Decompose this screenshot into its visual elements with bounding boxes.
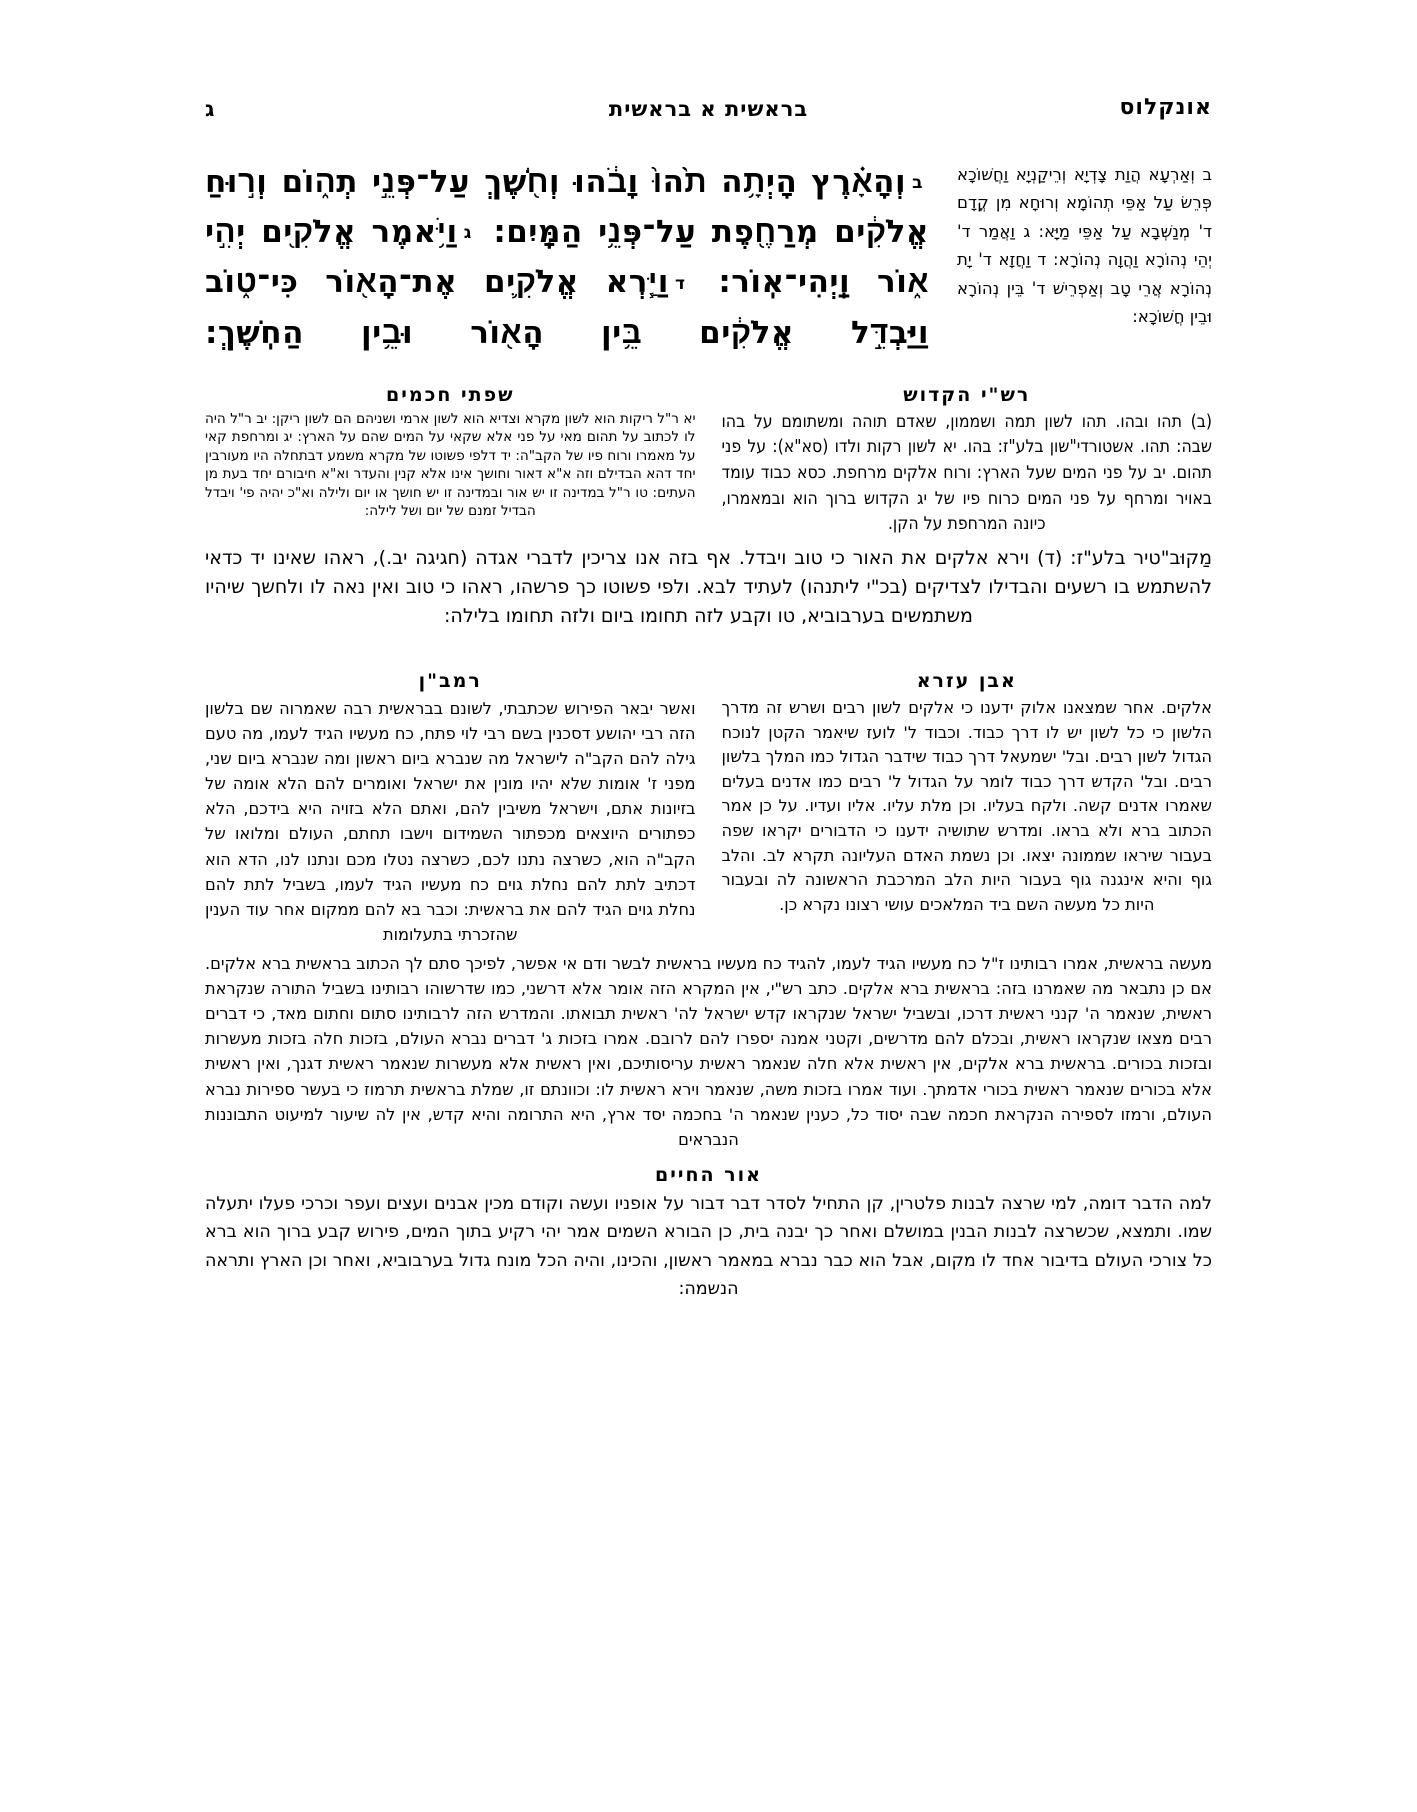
rashi-heading: רש"י הקדוש bbox=[903, 383, 1031, 406]
rashi-body-continued: מַקוּב"טיר בלע"ז: (ד) וירא אלקים את האור כי טוב ויבדל. אף בזה אנו צריכין לדברי אגדה (חגיגה יב.), ראהו שאינו יד כדאי להשתמש בו רשעים והבדילו לצדיקים (בכ"י ליתנהו) לעתיד לבא. ולפי פשוטו כך פרשהו, ראהו כי טוב ואין נאה לו ולחשך שיהיו משתמשים בערבוביא, טו וקבע לזה תחומו ביום ולזה תחומו בלילה: bbox=[205, 546, 1212, 628]
targum-column-title: אונקלוס bbox=[1119, 95, 1212, 120]
verse-text-3: וַיֹּ֥אמֶר אֱלֹקִ֖ים יְהִ֣י א֑וֹר וַֽיְהִי־אֽוֹר: bbox=[205, 214, 930, 301]
ramban-body-continued: מעשה בראשית, אמרו רבותינו ז"ל כח מעשיו הגיד לעמו, להגיד כח מעשיו בראשית לבשר ודם אי אפשר, לפיכך סתם לך הכתוב בראשית ברא אלקים. אם כן נתבאר מה שאמרנו בזה: בראשית ברא אלקים. כתב רש"י, אין המקרא הזה אומר אלא דרשני, כמו שדרשוהו רבותינו בשביל התורה שנקראת ראשית, שנאמר ה' קנני ראשית דרכו, ובשביל ישראל שנקראו קדש ישראל לה' ראשית תבואתו. והמדרש הזה לרבותינו סתום וחתום מאד, כי דברים רבים מצאו שנקראו ראשית, ובכלם להם מדרשים, וקטני אמנה יספרו להם לרובם. אמרו בזכות ג' דברים נברא העולם, בזכות חלה בזכות מעשרות ובזכות בכורים. בראשית ברא אלקים, אין ראשית אלא חלה שנאמר ראשית עריסותיכם, ואין ראשית אלא מעשרות שנאמר ראשית דגנך, ואין ראשית אלא בכורים שנאמר ראשית בכורי אדמתך. ועוד אמרו בזכות משה, שנאמר וירא ראשית לו: וכוונתם זו, שמלת בראשית תרמוז כי בעשר ספירות נברא העולם, ורמזו לספירה הנקראת חכמה שבה יסוד כל, כענין שנאמר ה' בחכמה יסד ארץ, היא התרומה והיא קדש, אין לה שיעור למיעוט התבוננות הנבראים bbox=[205, 954, 1212, 1149]
ibn-ezra-body: אלקים. אחר שמצאנו אלוק ידענו כי אלקים לשון רבים ושרש זה מדרך הלשון כי כל לשון יש לו דרך כבוד. וכבוד ל' לועז שיאמר הקטן לנוכח הגדול לשון רבים. ובל' ישמעאל דרך כבוד שידבר הגדול כמו המלך בלשון רבים. ובל' הקדש דרך כבוד לומר על הגדול ל' רבים כמו אדנים בעלים שאמרו אדנים קשה. ולקח בעליו. וכן מלת עליו. אליו ועדיו. על כן אמר הכתוב ברא ולא בראו. ומדרש שתושיה ידענו כי הדבורים יקראו שפה בעבור שיראו שממונה יצאו. וכן נשמת האדם העליונה תקרא לב. והלב גוף והיא אינגנה גוף בעבור היות הלב המרכבת הראשונה לה ובעבור היות כל מעשה השם ביד המלאכים עושי רצונו נקרא כן. bbox=[721, 697, 1212, 914]
or-hachaim-heading: אור החיים bbox=[655, 1163, 762, 1186]
scripture-band bbox=[205, 157, 1212, 358]
siftei-chachamim-column bbox=[205, 384, 696, 538]
onkelos-text: ב וְאַרְעָא הֲוַת צָדְיָא וְרֵיקַנְיָא וַחֲשׁוֹכָא פְּרֵשׂ עַל אַפֵּי תְהוֹמָא וְרוּחָא מִן קֳדָם ד' מְנַשְּׁבָא עַל אַפֵּי מַיָּא: ג וַאֲמַר ד' יְהֵי נְהוֹרָא וַהֲוָה נְהוֹרָא: ד וַחֲזָא ד' יָת נְהוֹרָא אֲרֵי טָב וְאַפְרֵישׁ ד' בֵּין נְהוֹרָא וּבֵין חֲשׁוֹכָא: bbox=[957, 165, 1212, 326]
rashi-body: (ב) תהו ובהו. תהו לשון תמה ושממון, שאדם תוהה ומשתומם על בהו שבה: תהו. אשטורדי"שון בלע"ז: בהו. יא לשון רקות ולדו (סא"א): על פני תהום. יב על פני המים שעל הארץ: ורוח אלקים מרחפת. כסא כבוד עומד באויר ומרחף על פני המים כרוח פיו של יג הקדוש ברוך הוא ובמאמרו, כיונה המרחפת על הקן. bbox=[721, 411, 1212, 535]
running-title: בראשית א בראשית bbox=[608, 97, 809, 121]
or-hachaim-section bbox=[205, 1164, 1212, 1303]
page-header bbox=[205, 95, 1212, 135]
rashi-siftei-band bbox=[205, 384, 1212, 538]
siftei-chachamim-body: יא ר"ל ריקות הוא לשון מקרא וצדיא הוא לשון ארמי ושניהם הם לשון ריקן: יב ר"ל היה לו לכתוב על תהום מאי על פני אלא שקאי על המים שהם על הארץ: יג ומרחפת קאי על מאמרו ורוח פיו של הקב"ה: יד דלפי פשוטו של מקרא משמע דבתחלה היו מעורבין יחד דהא הבדילם וזה א"א דאור וחושך אינו אלא קנין והעדר וא"א חיבורם יחד בעת מן העתים: טו ר"ל במדינה זו יש אור ובמדינה זו יש חושך או יום ולילה וא"כ יהיה פי' ויבדל הבדיל זמנם של יום ושל לילה: bbox=[205, 410, 696, 520]
torah-text-column bbox=[205, 157, 957, 358]
ibnezra-ramban-band bbox=[205, 670, 1212, 947]
verse-text-2: וְהָאָ֗רֶץ הָיְתָ֥ה תֹ֙הוּ֙ וָבֹ֔הוּ וְחֹ֖שֶׁךְ עַל־פְּנֵ֣י תְה֑וֹם וְר֣וּחַ אֱלֹקִ֔ים מְרַחֶ֖פֶת עַל־פְּנֵ֥י הַמָּֽיִם: bbox=[205, 164, 929, 251]
ibn-ezra-heading: אבן עזרא bbox=[916, 669, 1017, 692]
verse-number-4: ד bbox=[674, 273, 686, 294]
ramban-body: ואשר יבאר הפירוש שכתבתי, לשונם בבראשית רבה שאמרוה שם בלשון הזה רבי יהושע דסכנין בשם רבי לוי פתח, כח מעשיו הגיד לעמו, מה טעם גילה להם הקב"ה לישראל מה שנברא ביום ראשון ומה שנברא ביום שני, מפני ז' אומות שלא יהיו מונין את ישראל ואומרים להם הלא אומה של בזיונות אתם, וישראל משיבין להם, ואתם הלא בזויה היא בידכם, הלא כפתורים היוצאים מכפתור השמידום וישבו תחתם, העולם ומלואו של הקב"ה הוא, כשרצה נתנו לכם, כשרצה נטלו מכם ונתנו לנו, הדא הוא דכתיב לתת להם נחלת גוים כח מעשיו הגיד לעמו, בשביל לתת להם נחלת גוים הגיד להם את בראשית: וכבר בא להם ממקום אחר עוד הענין שהזכרתי בתעלומות bbox=[205, 698, 696, 944]
siftei-chachamim-heading: שפתי חכמים bbox=[386, 383, 515, 406]
ibn-ezra-column bbox=[722, 670, 1213, 947]
or-hachaim-body: למה הדבר דומה, למי שרצה לבנות פלטרין, קן התחיל לסדר דבר דבור על אופניו ועשה וקודם מכין אבנים ועצים ועפר וכרכי פעלו יתעלה שמו. ותמצא, שכשרצה לבנות הבנין במושלם ואחר כך יבנה בית, כן הבורא השמים אמר יהי רקיע בתוך המים, פירוש קבע ברוך הוא ברא כל צורכי העולם בדיבור אחד לו מקום, אבל הוא כבר נברא במאמר ראשון, והכינו, והיה הכל מונח גדול בערבוביא, ואחר וכן הארץ ותראה הנשמה: bbox=[205, 1193, 1212, 1299]
ramban-column bbox=[205, 670, 696, 947]
folio-number: ג bbox=[205, 97, 215, 121]
verse-text-4: וַיַּ֧רְא אֱלֹקִ֛ים אֶת־הָא֖וֹר כִּי־ט֑וֹב וַיַּבְדֵּ֣ל אֱלֹקִ֔ים בֵּ֥ין הָא֖וֹר וּבֵ֥ין הַחֹֽשֶׁךְ: bbox=[205, 264, 929, 351]
verse-number-3: ג bbox=[463, 223, 472, 244]
ramban-heading: רמב"ן bbox=[418, 669, 482, 692]
verse-number-2: ב bbox=[912, 173, 923, 194]
rashi-column bbox=[722, 384, 1213, 538]
onkelos-column bbox=[957, 157, 1212, 331]
